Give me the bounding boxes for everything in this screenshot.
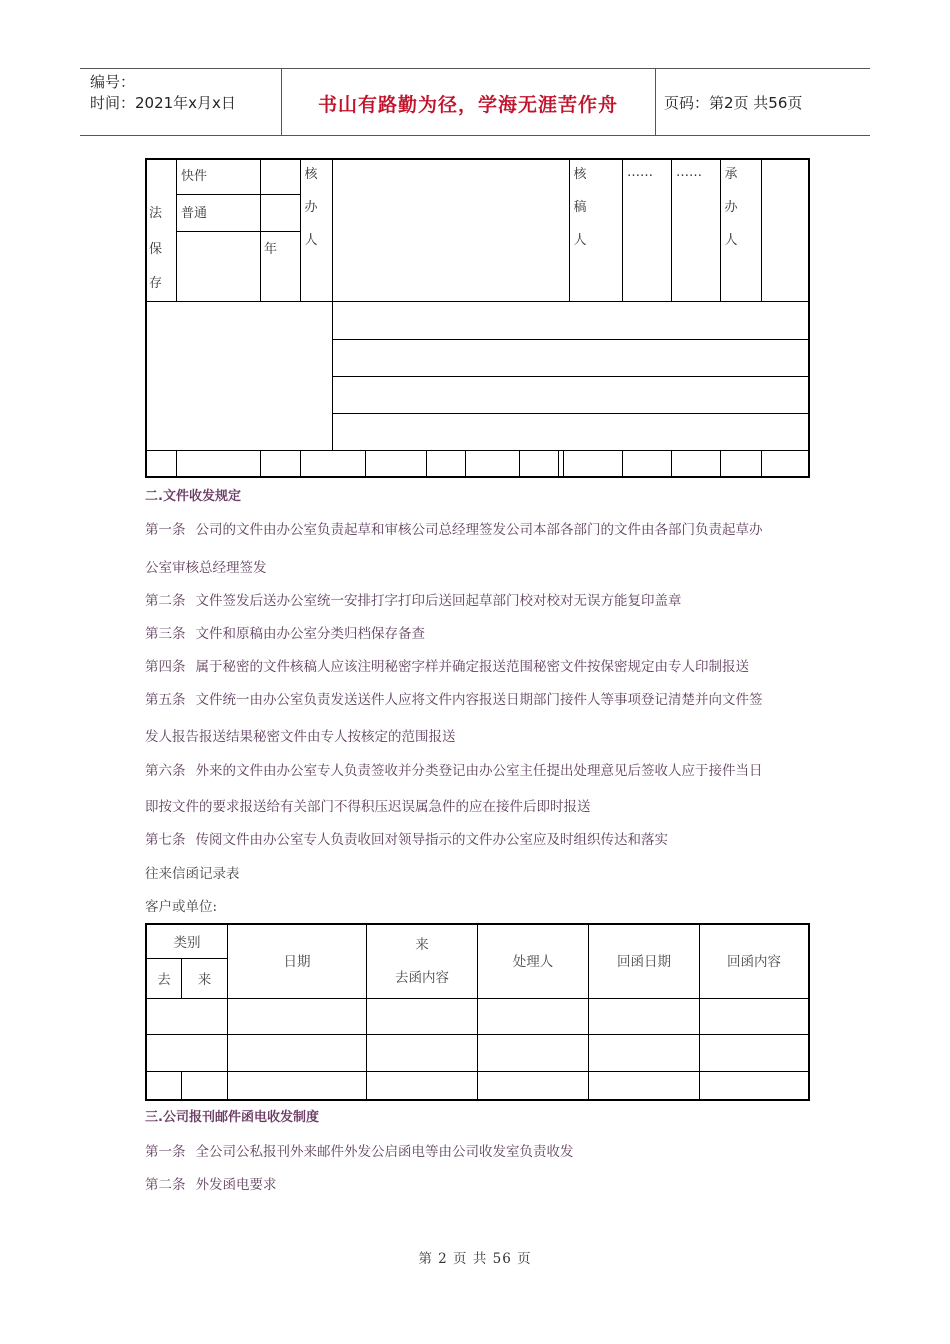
- article-2: 第二条 外发函电要求: [145, 1177, 277, 1193]
- col-content-a: 来: [415, 937, 429, 953]
- col-handler: 处理人: [512, 954, 554, 970]
- col-reply-date: 回函日期: [617, 954, 671, 970]
- fa-label: 法: [149, 206, 163, 221]
- letters-table-title: 往来信函记录表: [145, 866, 240, 882]
- article-7: 第七条 传阅文件由办公室专人负责收回对领导指示的文件办公室应及时组织传达和落实: [145, 832, 668, 848]
- article-6-cont: 即按文件的要求报送给有关部门不得积压迟误属急件的应在接件后即时报送: [145, 799, 591, 815]
- placeholder-dots: ……: [627, 165, 653, 180]
- undertaker-vertical-label: 承 办 人: [724, 167, 738, 248]
- col-content-b: 去函内容: [395, 970, 449, 986]
- article-2: 第二条 文件签发后送办公室统一安排打字打印后送回起草部门校对校对无误方能复印盖章: [145, 593, 682, 609]
- normal-label: 普通: [181, 206, 208, 221]
- save-label-b: 存: [149, 276, 163, 291]
- header-page-number: 页码：第2页 共56页: [664, 94, 803, 112]
- page-footer: 第 2 页 共 56 页: [418, 1251, 532, 1267]
- header-divider: [655, 68, 656, 136]
- article-6: 第六条 外来的文件由办公室专人负责签收并分类登记由办公室主任提出处理意见后签收人应于接件当日: [145, 763, 763, 779]
- article-1: 第一条 全公司公私报刊外来邮件外发公启函电等由公司收发室负责收发: [145, 1144, 574, 1160]
- document-number: 编号：: [90, 73, 136, 91]
- client-label: 客户或单位:: [145, 899, 218, 915]
- article-3: 第三条 文件和原稿由办公室分类归档保存备查: [145, 626, 425, 642]
- header-top-rule: [80, 68, 870, 69]
- col-category: 类别: [173, 935, 201, 951]
- document-date: 时间：2021年x月x日: [90, 94, 236, 112]
- section-title: 二.文件收发规定: [145, 489, 241, 504]
- article-5-cont: 发人报告报送结果秘密文件由专人按核定的范围报送: [145, 729, 456, 745]
- urgent-label: 快件: [181, 169, 208, 184]
- article-5: 第五条 文件统一由办公室负责发送送件人应将文件内容报送日期部门接件人等事项登记清楚并向文件签: [145, 692, 763, 708]
- header-meta: [90, 72, 236, 114]
- col-out: 去: [157, 972, 171, 988]
- placeholder-dots: ……: [676, 165, 702, 180]
- year-label: 年: [264, 242, 278, 257]
- section-title: 三.公司报刊邮件函电收发制度: [145, 1110, 319, 1125]
- col-in: 来: [197, 972, 212, 988]
- header-bottom-rule: [80, 135, 870, 136]
- article-1-cont: 公室审核总经理签发: [145, 560, 267, 576]
- save-label-a: 保: [149, 242, 163, 257]
- col-date: 日期: [283, 954, 311, 970]
- article-4: 第四条 属于秘密的文件核稿人应该注明秘密字样并确定报送范围秘密文件按保密规定由专人印制报送: [145, 659, 749, 675]
- handler-vertical-label: 核 办 人: [304, 167, 318, 248]
- reviewer-vertical-label: 核 稿 人: [573, 167, 587, 248]
- article-1: 第一条 公司的文件由办公室负责起草和审核公司总经理签发公司本部各部门的文件由各部门负责起草办: [145, 522, 763, 538]
- header-motto: 书山有路勤为径，学海无涯苦作舟: [317, 94, 618, 116]
- col-reply-content: 回函内容: [727, 954, 781, 970]
